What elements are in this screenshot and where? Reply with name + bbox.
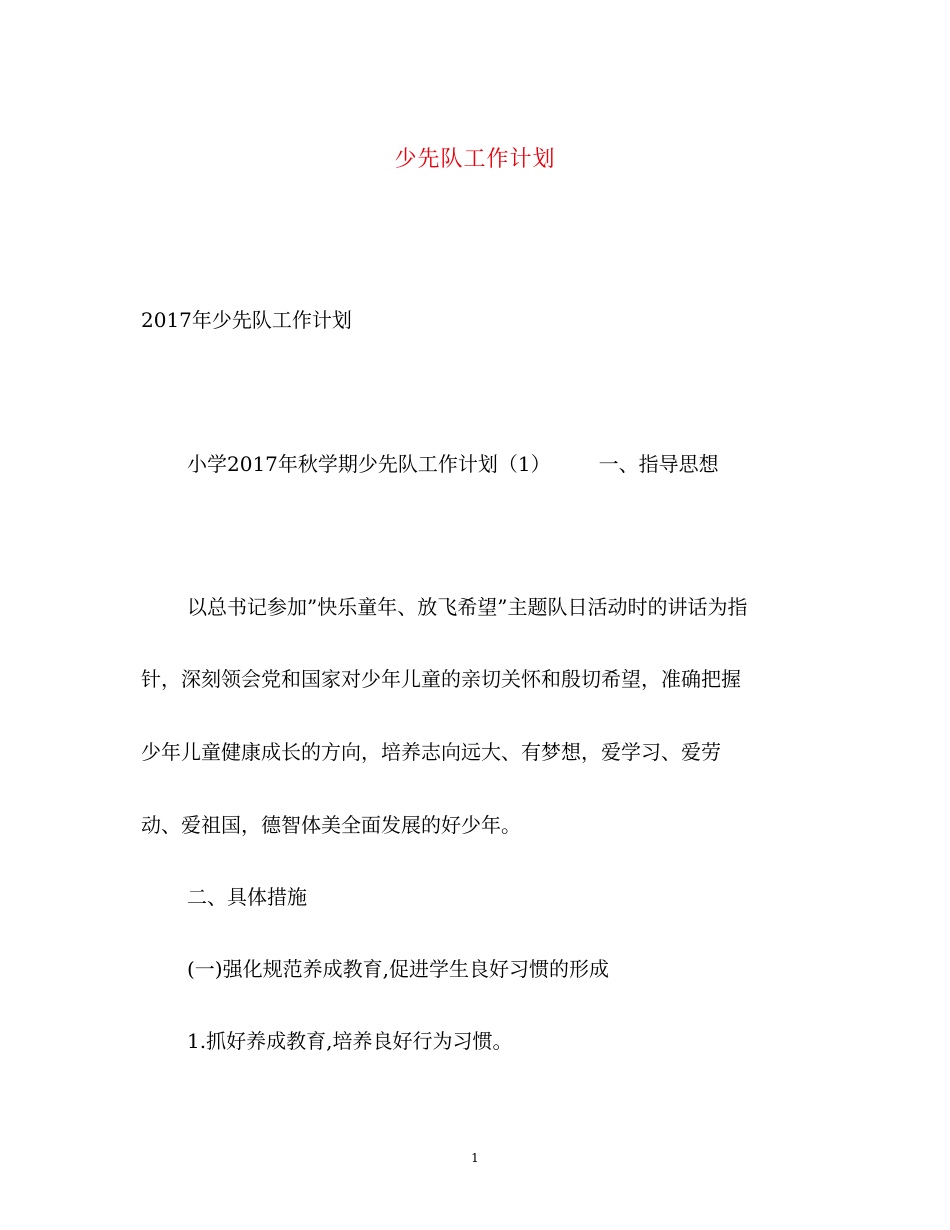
paragraph-line-3: 少年儿童健康成长的方向，培养志向远大、有梦想，爱学习、爱劳 bbox=[141, 740, 721, 764]
subsection-one-heading: (一)强化规范养成教育,促进学生良好习惯的形成 bbox=[187, 957, 609, 981]
paragraph-line-2: 针，深刻领会党和国家对少年儿童的亲切关怀和殷切希望，准确把握 bbox=[141, 667, 741, 691]
item-one: 1.抓好养成教育,培养良好行为习惯。 bbox=[187, 1029, 513, 1053]
guiding-thought-heading: 一、指导思想 bbox=[598, 452, 719, 476]
page-number: 1 bbox=[471, 1151, 479, 1165]
document-subtitle: 2017年少先队工作计划 bbox=[141, 308, 352, 332]
section-two-heading: 二、具体措施 bbox=[187, 885, 307, 909]
paragraph-line-4: 动、爱祖国，德智体美全面发展的好少年。 bbox=[141, 813, 521, 837]
document-title: 少先队工作计划 bbox=[394, 147, 556, 172]
section-heading-line bbox=[187, 448, 719, 480]
paragraph-line-1: 以总书记参加”快乐童年、放飞希望”主题队日活动时的讲话为指 bbox=[187, 595, 748, 619]
plan-heading: 小学2017年秋学期少先队工作计划（1） bbox=[187, 452, 551, 476]
